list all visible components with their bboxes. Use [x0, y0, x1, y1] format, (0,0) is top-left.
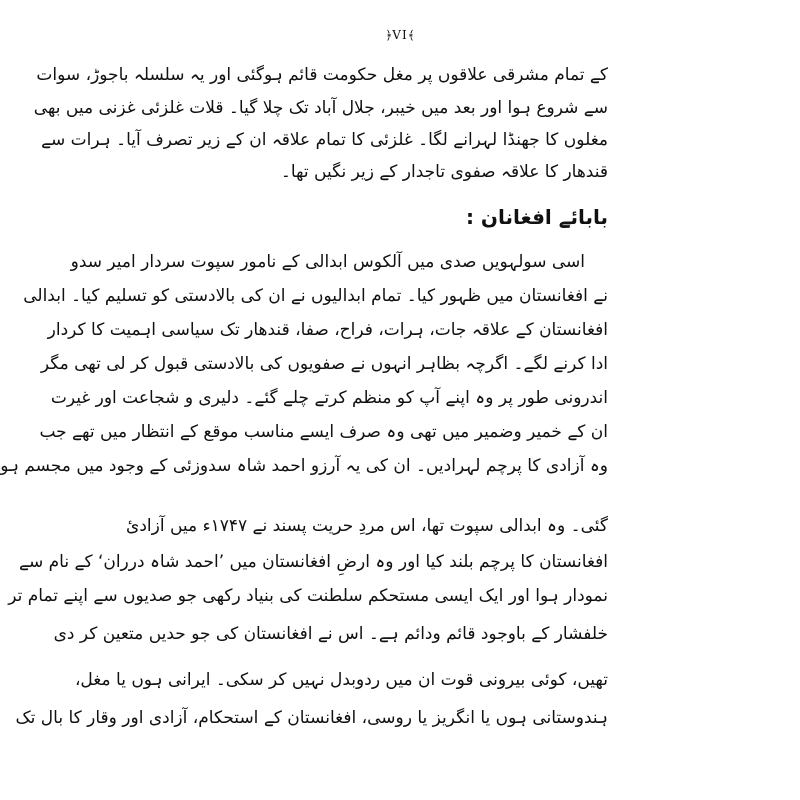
section-heading: بابائے افغانان : [465, 205, 608, 229]
text-line: گئی۔ وہ ابدالی سپوت تھا، اس مردِ حریت پسند نے ۱۷۴۷ء میں آزادیٔ [126, 516, 608, 536]
text-line: مغلوں کا جھنڈا لہرانے لگا۔ غلزئی کا تمام علاقہ ان کے زیر تصرف آیا۔ ہرات سے [41, 130, 608, 150]
text-line: سے شروع ہوا اور بعد میں خیبر، جلال آباد تک چلا گیا۔ قلات غلزئی غزنی میں بھی [33, 98, 608, 118]
text-line: کے تمام مشرقی علاقوں پر مغل حکومت قائم ہوگئی اور یہ سلسلہ باجوڑ، سوات [36, 65, 608, 85]
text-line: اندرونی طور پر وہ اپنے آپ کو منظم کرتے چلے گئے۔ دلیری و شجاعت اور غیرت [50, 388, 608, 408]
text-line: خلفشار کے باوجود قائم ودائم ہے۔ اس نے افغانستان کی جو حدیں متعین کر دی [53, 624, 608, 644]
text-line: نمودار ہوا اور ایک ایسی مستحکم سلطنت کی بنیاد رکھی جو صدیوں سے اپنے تمام تر [8, 586, 608, 606]
text-line: ان کے خمیر وضمیر میں تھی وہ صرف ایسے مناسب موقع کے انتظار میں تھے جب [39, 422, 608, 442]
text-line: افغانستان کے علاقہ جات، ہرات، فراح، صفا، قندھار تک سیاسی اہمیت کا کردار [47, 320, 608, 340]
text-line: قندھار کا علاقہ صفوی تاجدار کے زیر نگیں تھا۔ [280, 162, 608, 182]
text-line: ادا کرنے لگے۔ اگرچہ بظاہر انہوں نے صفویوں کی بالادستی قبول کر لی تھی مگر [40, 354, 608, 374]
page-number: ﴿VI﴾ [385, 28, 415, 42]
text-line: افغانستان کا پرچم بلند کیا اور وہ ارضِ افغانستان میں ’احمد شاہ درران‘ کے نام سے [19, 552, 608, 572]
text-line: تھیں، کوئی بیرونی قوت ان میں ردوبدل نہیں کر سکی۔ ایرانی ہوں یا مغل، [74, 670, 608, 690]
text-line: وہ آزادی کا پرچم لہرادیں۔ ان کی یہ آرزو احمد شاہ سدوزئی کے وجود میں مجسم ہو [0, 456, 608, 476]
text-line: نے افغانستان میں ظہور کیا۔ تمام ابدالیوں نے ان کی بالادستی کو تسلیم کیا۔ ابدالی [23, 286, 608, 306]
text-line: اسی سولہویں صدی میں آلکوس ابدالی کے نامور سپوت سردار امیر سدو [70, 252, 585, 272]
text-line: ہندوستانی ہوں یا انگریز یا روسی، افغانستان کے استحکام، آزادی اور وقار کا بال تک [15, 708, 608, 728]
